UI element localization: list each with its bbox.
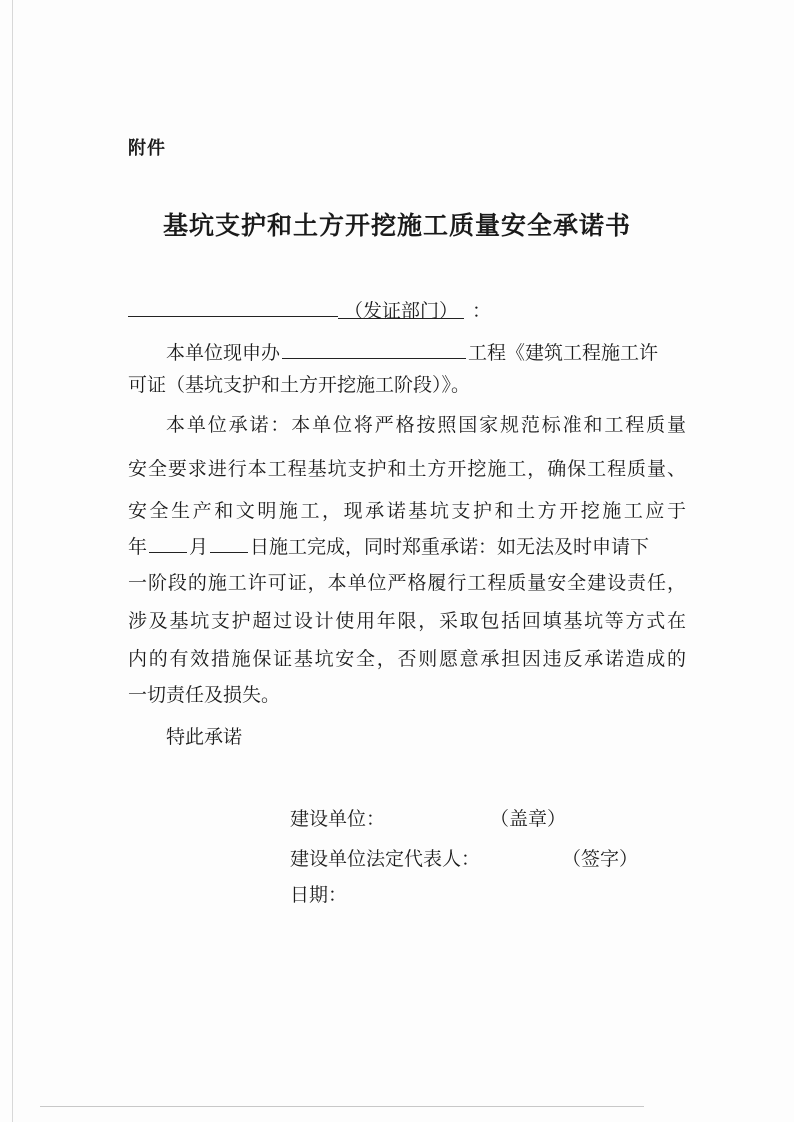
attachment-label: 附件 — [128, 138, 166, 159]
body-line-3: 安全生产和文明施工，现承诺基坑支护和土方开挖施工应于 — [128, 500, 686, 522]
month-blank — [149, 530, 187, 553]
construction-unit-label: 建设单位： — [290, 808, 386, 830]
body-line-4-rest: 日施工完成，同时郑重承诺：如无法及时申请下 — [250, 536, 650, 558]
body-line-8: 一切责任及损失。 — [128, 684, 281, 706]
addressee-blank — [128, 294, 338, 317]
project-name-blank — [282, 336, 466, 359]
closing-text: 特此承诺 — [166, 726, 243, 748]
body-line-2: 安全要求进行本工程基坑支护和土方开挖施工，确保工程质量、 — [128, 458, 686, 480]
intro-prefix: 本单位现申办 — [166, 342, 281, 364]
document-title: 基坑支护和土方开挖施工质量安全承诺书 — [162, 211, 631, 240]
day-blank — [210, 530, 248, 553]
scan-edge-left — [12, 0, 13, 1122]
intro-suffix: 工程《建筑工程施工许 — [468, 342, 659, 364]
body-line-6: 涉及基坑支护超过设计使用年限，采取包括回填基坑等方式在 — [128, 610, 686, 632]
addressee-line — [128, 294, 491, 324]
legal-rep-label: 建设单位法定代表人： — [290, 848, 481, 870]
intro-line-2: 可证（基坑支护和土方开挖施工阶段）》。 — [128, 374, 471, 396]
year-label: 年 — [128, 536, 148, 558]
month-label: 月 — [189, 536, 209, 558]
body-line-1: 本单位承诺：本单位将严格按照国家规范标准和工程质量 — [166, 414, 686, 436]
seal-note: （盖章） — [490, 808, 567, 830]
body-line-4 — [128, 530, 649, 560]
body-line-7: 内的有效措施保证基坑安全，否则愿意承担因违反承诺造成的 — [128, 648, 686, 670]
date-label: 日期： — [290, 884, 348, 906]
department-placeholder: （发证部门） — [338, 296, 464, 319]
addressee-colon: ： — [472, 300, 492, 322]
intro-line-1 — [166, 336, 658, 366]
signature-note: （签字） — [562, 848, 639, 870]
scan-edge-bottom — [40, 1106, 644, 1107]
body-line-5: 一阶段的施工许可证，本单位严格履行工程质量安全建设责任， — [128, 572, 686, 594]
